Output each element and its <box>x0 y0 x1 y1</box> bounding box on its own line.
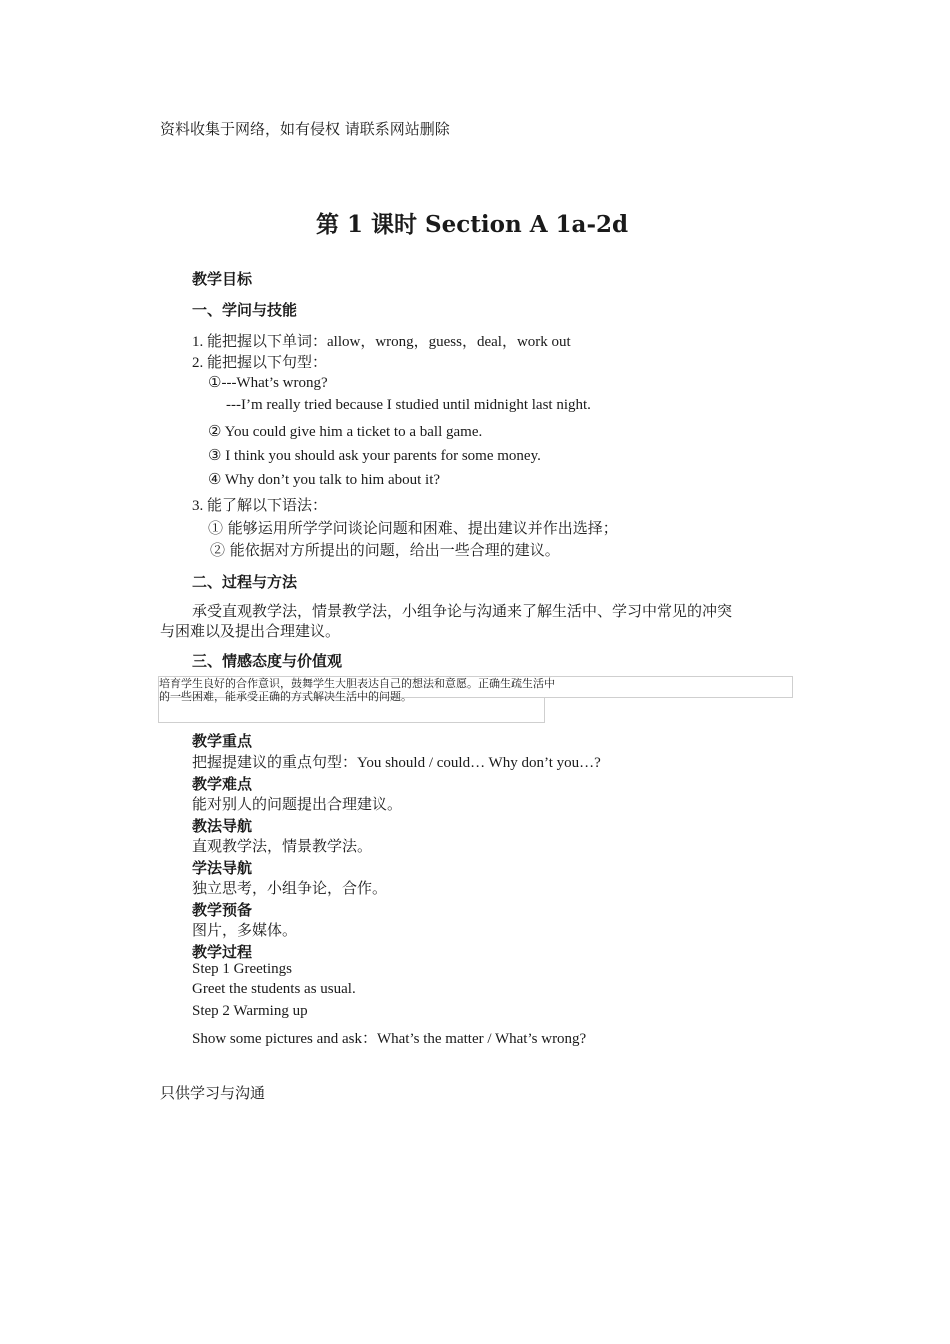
difficulty-heading: 教学难点 <box>192 775 253 793</box>
section-knowledge-heading: 一、学问与技能 <box>192 301 298 319</box>
difficulty-text: 能对别人的问题提出合理建议。 <box>192 795 403 813</box>
step-1-title: Step 1 Greetings <box>192 961 292 977</box>
vocab-item: 1. 能把握以下单词：allow，wrong，guess，deal，work out <box>192 334 571 350</box>
key-points-text: 把握提建议的重点句型：You should / could… Why don’t you…? <box>192 755 601 771</box>
teaching-method-heading: 教法导航 <box>192 817 253 835</box>
page-title: 第 1 课时 Section A 1a-2d <box>316 211 629 238</box>
grammar-1: ① 能够运用所学学问谈论问题和困难、提出建议并作出选择； <box>208 519 618 537</box>
key-points-heading: 教学重点 <box>192 732 253 750</box>
values-line-2: 的一些困难，能承受正确的方式解决生活中的问题。 <box>159 690 412 703</box>
grammar-item: 3. 能了解以下语法： <box>192 498 328 514</box>
sentence-1a: ①---What’s wrong? <box>208 375 328 391</box>
sentence-3: ③ I think you should ask your parents for some money. <box>208 448 541 464</box>
process-line-1: 承受直观教学法，情景教学法，小组争论与沟通来了解生活中、学习中常见的冲突 <box>192 602 733 620</box>
step-2-title: Step 2 Warming up <box>192 1003 308 1019</box>
preparation-text: 图片，多媒体。 <box>192 921 298 939</box>
footer-note: 只供学习与沟通 <box>160 1084 266 1102</box>
teaching-method-text: 直观教学法，情景教学法。 <box>192 837 373 855</box>
values-line-1: 培育学生良好的合作意识，鼓舞学生大胆表达自己的想法和意愿。正确生疏生活中 <box>159 677 555 690</box>
process-line-2: 与困难以及提出合理建议。 <box>160 622 341 640</box>
sentence-pattern-item: 2. 能把握以下句型： <box>192 355 328 371</box>
study-method-text: 独立思考，小组争论，合作。 <box>192 879 388 897</box>
step-1-text: Greet the students as usual. <box>192 981 356 997</box>
grammar-2: ② 能依据对方所提出的问题，给出一些合理的建议。 <box>210 541 560 559</box>
sentence-4: ④ Why don’t you talk to him about it? <box>208 472 441 488</box>
study-method-heading: 学法导航 <box>192 859 253 877</box>
section-process-heading: 二、过程与方法 <box>192 573 298 591</box>
header-note: 资料收集于网络，如有侵权 请联系网站删除 <box>160 120 450 138</box>
sentence-2: ② You could give him a ticket to a ball game. <box>208 424 483 440</box>
objectives-heading: 教学目标 <box>192 270 253 288</box>
sentence-1b: ---I’m really tried because I studied until midnight last night. <box>226 397 591 413</box>
process-heading: 教学过程 <box>192 943 253 961</box>
section-values-heading: 三、情感态度与价值观 <box>192 652 343 670</box>
preparation-heading: 教学预备 <box>192 901 253 919</box>
step-2-text: Show some pictures and ask：What’s the matter / What’s wrong? <box>192 1031 587 1047</box>
